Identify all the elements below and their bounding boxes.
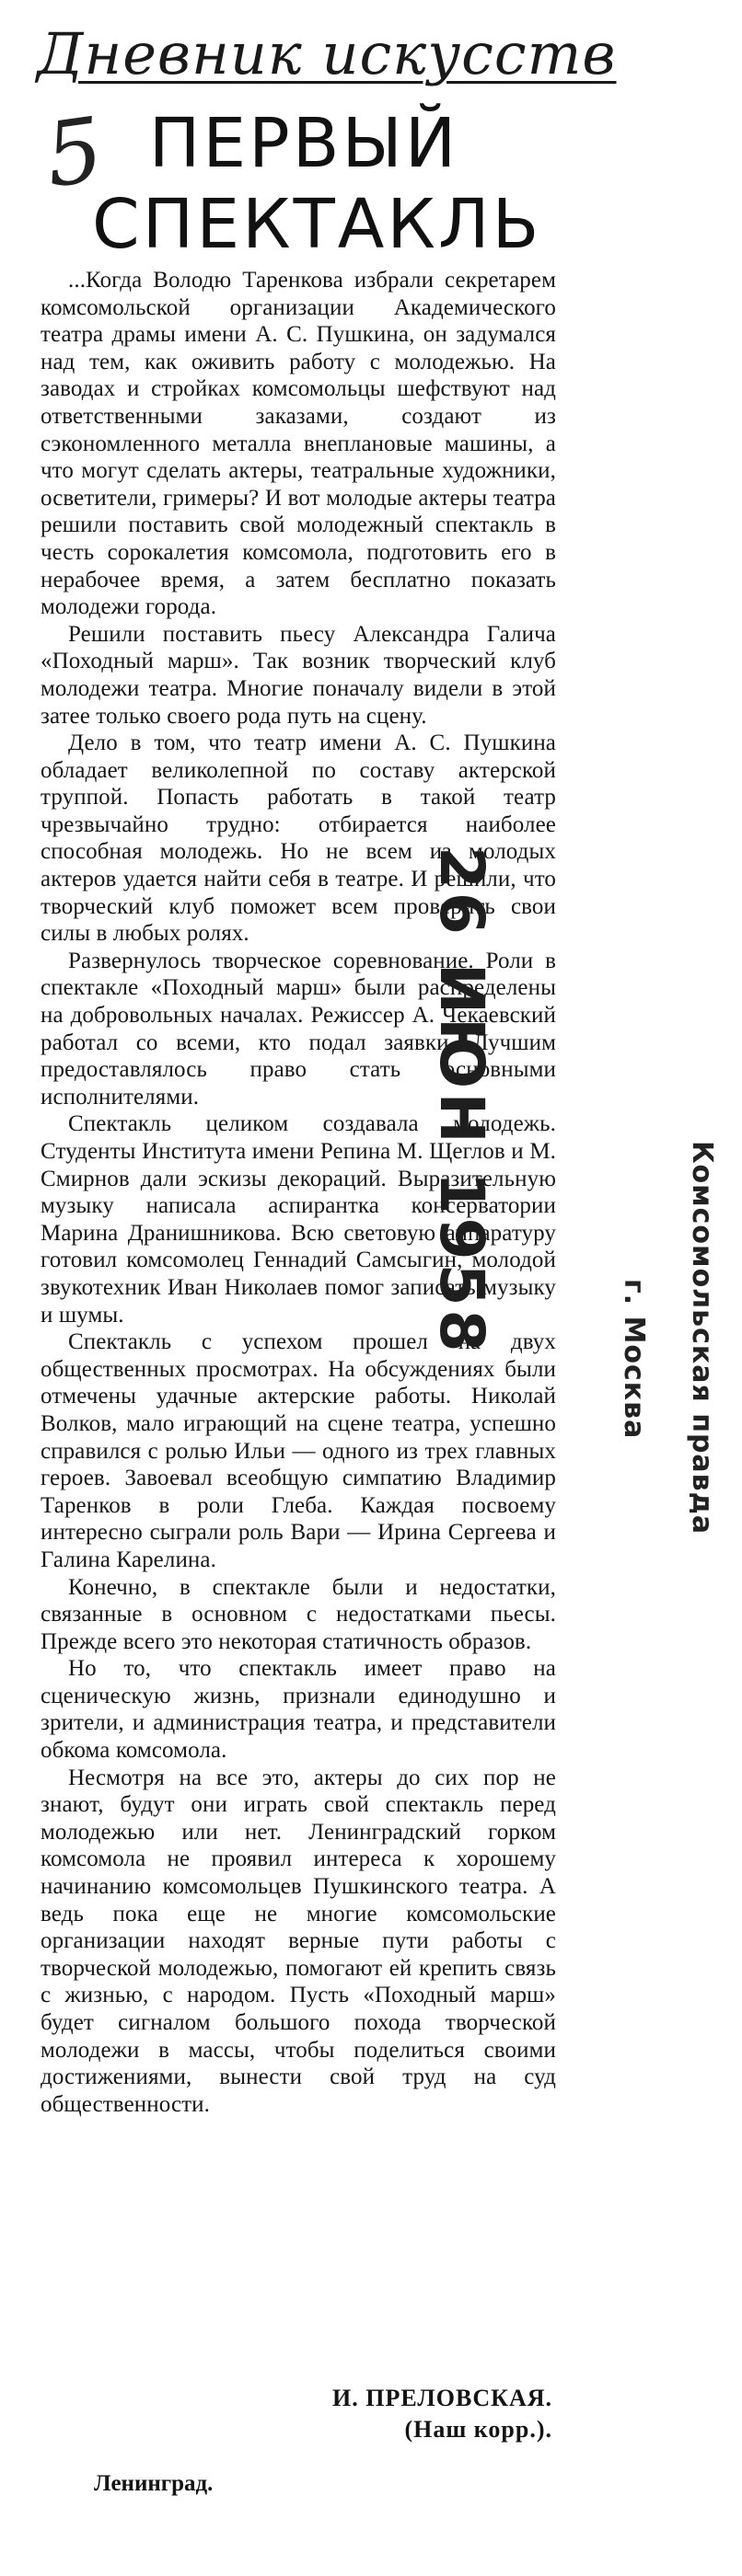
author-name: И. ПРЕЛОВСКАЯ. xyxy=(332,2385,552,2411)
rubric-title: Дневник искусств xyxy=(37,20,617,87)
author-signature xyxy=(221,2383,552,2445)
city-stamp: г. Москва xyxy=(618,1279,650,1440)
newspaper-stamp: Комсомольская правда xyxy=(686,1141,718,1535)
article-paragraph: Спектакль с успехом прошел на двух общественных просмотрах. На обсуждениях были отмечены удачные актерские работы. Николай Волков, мало играющий на сцене театра, успешно справился с ролью Ильи — одного из трех главных героев. Завоевал всеобщую симпатию Владимир Таренков в роли Глеба. Каждая посвоему интересно сыграли роль Вари — Ирина Сергеева и Галина Карелина. xyxy=(41,1329,556,1572)
article-paragraph: Конечно, в спектакле были и недостатки, связанные в основном с недостатками пьесы. Прежде всего это некоторая статичность образов. xyxy=(41,1574,556,1654)
article-paragraph: Развернулось творческое соревнование. Роли в спектакле «Походный марш» были распределены на добровольных началах. Режиссер А. Чекаевский работал со всеми, кто подал заявки. Лучшим предоставлялось право стать основными исполнителями. xyxy=(41,948,556,1110)
article-headline: ПЕРВЫЙ СПЕКТАКЛЬ xyxy=(92,104,542,264)
article-paragraph: Но то, что спектакль имеет право на сценическую жизнь, признали единодушно и зрители, и администрация театра, и представители обкома комсомола. xyxy=(41,1656,556,1764)
handwritten-mark: 5 xyxy=(39,98,110,208)
article-paragraph: Решили поставить пьесу Александра Галича «Походный марш». Так возник творческий клуб молодежи театра. Многие поначалу видели в этой затее только своего рода путь на сцену. xyxy=(41,621,556,729)
author-note: (Наш корр.). xyxy=(404,2416,552,2443)
article-paragraph: Спектакль целиком создавала молодежь. Студенты Института имени Репина М. Щеглов и М. Смирнов дали эскизы декораций. Выразительную музыку написала аспирантка консерватории Марина Дранишникова. Всю световую аппаратуру готовил комсомолец Геннадий Самсыгин, молодой звукотехник Иван Николаев помог записать музыку и шумы. xyxy=(41,1111,556,1328)
article-paragraph: Дело в том, что театр имени А. С. Пушкина обладает великолепной по составу актерской труппой. Попасть работать в такой театр чрезвычайно трудно: отбирается наиболее способная молодежь. Но не всем из молодых актеров удается найти себя в театре. И решили, что творческий клуб поможет всем проверить свои силы в любых ролях. xyxy=(41,730,556,947)
date-stamp: 26 ИЮН 1958 xyxy=(426,846,497,1356)
dateline: Ленинград. xyxy=(94,2471,214,2496)
article-paragraph: ...Когда Володю Таренкова избрали секретарем комсомольской организации Академического театра драмы имени А. С. Пушкина, он задумался над тем, как оживить работу с молодежью. На заводах и стройках комсомольцы шефствуют над ответственными заказами, создают из сэкономленного металла внеплановые машины, а что могут сделать актеры, театральные художники, осветители, гримеры? И вот молодые актеры театра решили поставить свой молодежный спектакль в честь сорокалетия комсомола, подготовить его в нерабочее время, а затем бесплатно показать молодежи города. xyxy=(41,268,556,620)
article-paragraph: Несмотря на все это, актеры до сих пор не знают, будут они играть свой спектакль перед молодежью или нет. Ленинградский горком комсомола не проявил интереса к хорошему начинанию комсомольцев Пушкинского театра. А ведь пока еще не многие комсомольские организации находят верные пути работы с творческой молодежью, помогают ей крепить связь с жизнью, с народом. Пусть «Походный марш» будет сигналом большого похода творческой молодежи в массы, чтобы поделиться своими достижениями, вынести свой труд на суд общественности. xyxy=(41,1765,556,2117)
